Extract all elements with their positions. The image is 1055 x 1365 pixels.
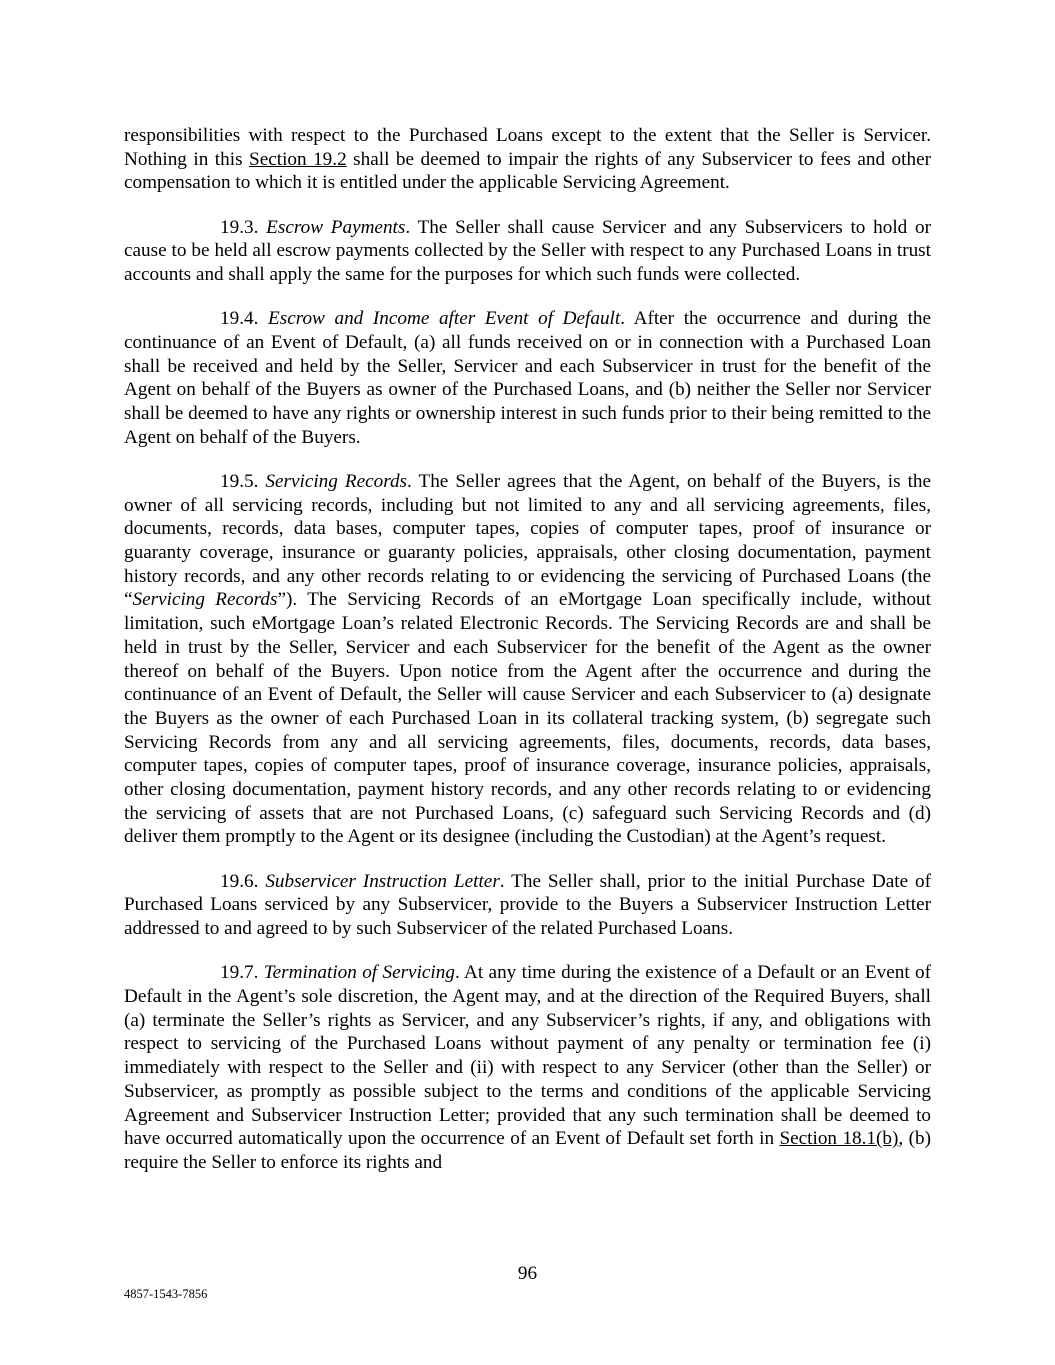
section-reference: Section 18.1(b) (779, 1128, 899, 1150)
section-heading: Escrow Payments (266, 216, 406, 238)
section-heading: Subservicer Instruction Letter (265, 870, 500, 892)
paragraph (124, 307, 931, 449)
document-body (124, 124, 931, 1195)
paragraph (124, 470, 931, 849)
paragraph-text: . The Seller agrees that the Agent, on behalf of the Buyers, is the owner of all servicing records, including but not limited to any and all servicing agreements, files, documents, records, data bases, computer tapes, copies of computer tapes, proof of insurance or guaranty coverage, insurance or guaranty policies, appraisals, other closing documentation, payment history records, and any other records relating to or evidencing the servicing of Purchased Loans (the “ (124, 470, 932, 611)
paragraph-text: shall be deemed to impair the rights of any Subservicer to fees and other compensation to which it is entitled under the applicable Servicing Agreement. (124, 148, 931, 194)
paragraph-text: . The Seller shall, prior to the initial Purchase Date of Purchased Loans serviced by any Subservicer, provide to the Buyers a Subservicer Instruction Letter addressed to and agreed to by such Subservicer of the related Purchased Loans. (124, 870, 932, 940)
paragraph-text: , (b) require the Seller to enforce its rights and (124, 1128, 931, 1173)
paragraph-text: 19.4. (220, 308, 268, 330)
paragraph-text: 19.7. (220, 962, 264, 984)
section-heading: Escrow and Income after Event of Default (268, 308, 621, 330)
section-heading: Termination of Servicing (263, 962, 455, 984)
paragraph-text: responsibilities with respect to the Purchased Loans except to the extent that the Seller is Servicer. Nothing in this (124, 125, 931, 170)
paragraph-text: 19.6. (220, 870, 266, 892)
paragraph-text: . The Seller shall cause Servicer and any Subservicers to hold or cause to be held all escrow payments collected by the Seller with respect to any Purchased Loans in trust accounts and shall apply the same for the purposes for which such funds were collected. (124, 216, 931, 286)
section-heading: Servicing Records (132, 589, 278, 611)
paragraph-text: 19.3. (220, 216, 267, 238)
section-heading: Servicing Records (265, 470, 408, 492)
paragraph (124, 961, 931, 1174)
document-id: 4857-1543-7856 (124, 1287, 208, 1301)
paragraph-text: ”). The Servicing Records of an eMortgage Loan specifically include, without limitation, such eMortgage Loan’s related Electronic Records. The Servicing Records are and shall be held in trust by the Seller, Servicer and each Subservicer for the benefit of the Agent as the owner thereof on behalf of the Buyers. Upon notice from the Agent after the occurrence and during the continuance of an Event of Default, the Seller will cause Servicer and each Subservicer to (a) designate the Buyers as the owner of each Purchased Loan in its collateral tracking system, (b) segregate such Servicing Records from any and all servicing agreements, files, documents, records, data bases, computer tapes, copies of computer tapes, proof of insurance coverage, insurance policies, appraisals, other closing documentation, payment history records, and any other records relating to or evidencing the servicing of assets that are not Purchased Loans, (c) safeguard such Servicing Records and (d) deliver them promptly to the Agent or its designee (including the Custodian) at the Agent’s request. (124, 589, 931, 848)
paragraph-text: . After the occurrence and during the continuance of an Event of Default, (a) all funds received on or in connection with a Purchased Loan shall be received and held by the Seller, Servicer and each Subservicer in trust for the benefit of the Agent on behalf of the Buyers as owner of the Purchased Loans, and (b) neither the Seller nor Servicer shall be deemed to have any rights or ownership interest in such funds prior to their being remitted to the Agent on behalf of the Buyers. (124, 308, 932, 448)
page-number: 96 (517, 1263, 538, 1284)
paragraph (124, 124, 931, 195)
paragraph (124, 216, 931, 287)
paragraph-text: 19.5. (220, 470, 266, 492)
paragraph-text: . At any time during the existence of a Default or an Event of Default in the Agent’s sole discretion, the Agent may, and at the direction of the Required Buyers, shall (a) terminate the Seller’s rights as Servicer, and any Subservicer’s rights, if any, and obligations with respect to servicing of the Purchased Loans without payment of any penalty or termination fee (i) immediately with respect to the Seller and (ii) with respect to any Servicer (other than the Seller) or Subservicer, as promptly as possible subject to the terms and conditions of the applicable Servicing Agreement and Subservicer Instruction Letter; provided that any such termination shall be deemed to have occurred automatically upon the occurrence of an Event of Default set forth in (124, 962, 931, 1150)
paragraph (124, 870, 931, 941)
section-reference: Section 19.2 (249, 148, 347, 170)
